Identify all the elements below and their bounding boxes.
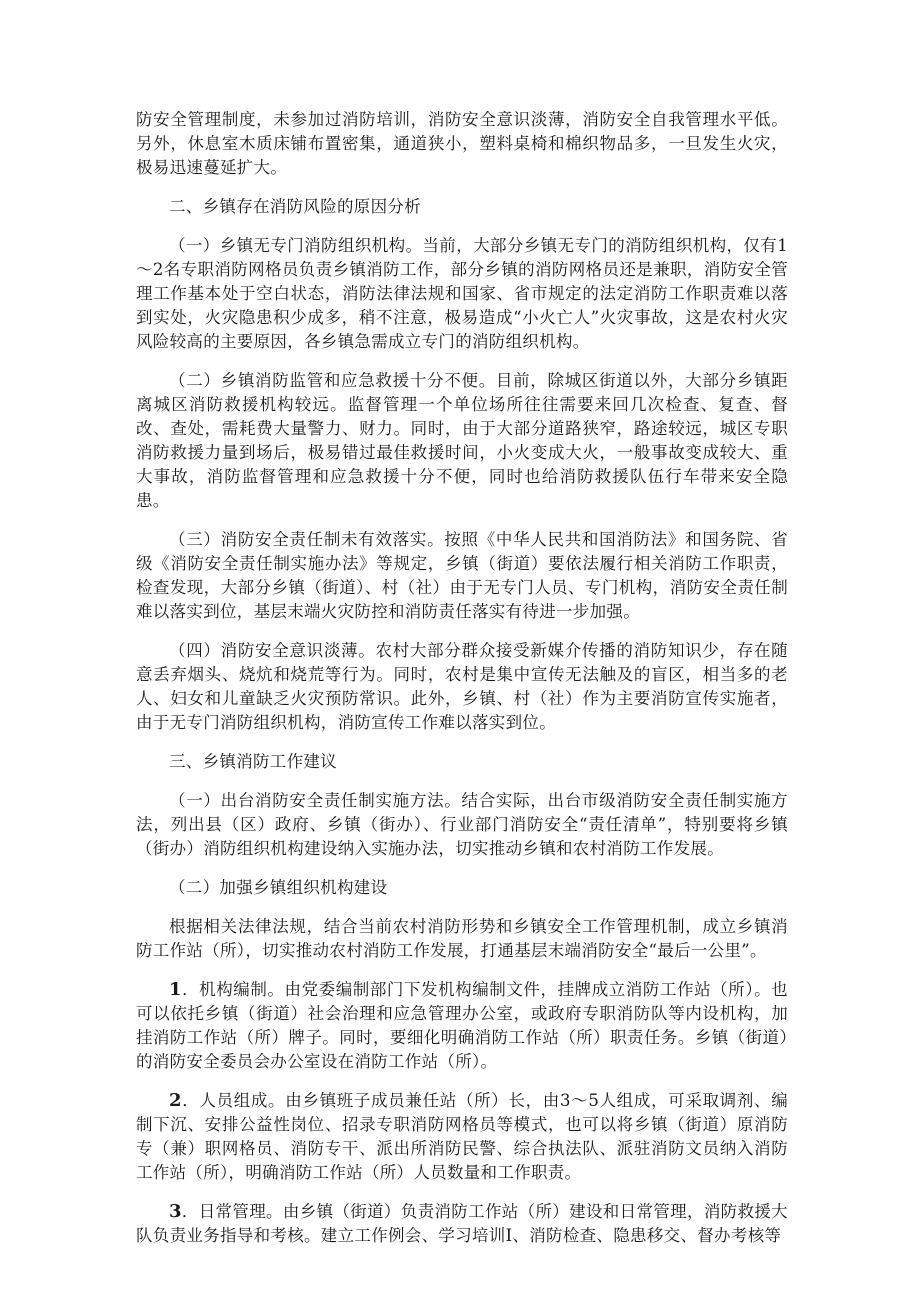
subsection-heading-3-2: （二）加强乡镇组织机构建设 bbox=[169, 878, 388, 897]
list-item-text: ．人员组成。由乡镇班子成员兼任站（所）长，由3～5人组成，可采取调剂、编制下沉、安排公益性岗位、招录专职消防网格员等模式，也可以将乡镇（街道）原消防专（兼）职网格员、消防专干、派出所消防民警、综合执法队、派驻消防文员纳入消防工作站（所），明确消防工作站（所）人员数量和工作职责。 bbox=[136, 1091, 788, 1182]
paragraph-2-3: （三）消防安全责任制未有效落实。按照《中华人民共和国消防法》和国务院、省级《消防安全责任制实施办法》等规定，乡镇（街道）要依法履行相关消防工作职责，检查发现，大部分乡镇（街道）、村（社）由于无专门人员、专门机构，消防安全责任制难以落实到位，基层末端火灾防控和消防责任落实有待进一步加强。 bbox=[136, 530, 788, 621]
list-item-number: 3 bbox=[169, 1201, 182, 1222]
list-item-2 bbox=[136, 1089, 788, 1185]
list-item-text: ．日常管理。由乡镇（街道）负责消防工作站（所）建设和日常管理，消防救援大队负责业务指导和考核。建立工作例会、学习培训I、消防检查、隐患移交、督办考核等 bbox=[136, 1202, 788, 1245]
paragraph-3-2: 根据相关法律法规，结合当前农村消防形势和乡镇安全工作管理机制，成立乡镇消防工作站（所），切实推动农村消防工作发展，打通基层末端消防安全“最后一公里”。 bbox=[136, 917, 788, 960]
document-page bbox=[136, 108, 788, 1263]
list-item-3 bbox=[136, 1200, 788, 1248]
section-heading-3: 三、乡镇消防工作建议 bbox=[169, 752, 337, 771]
paragraph-3-1: （一）出台消防安全责任制实施方法。结合实际，出台市级消防安全责任制实施方法，列出县（区）政府、乡镇（街办）、行业部门消防安全“责任清单”，特别要将乡镇（街办）消防组织机构建设纳入实施办法，切实推动乡镇和农村消防工作发展。 bbox=[136, 791, 788, 858]
list-item-text: ．机构编制。由党委编制部门下发机构编制文件，挂牌成立消防工作站（所）。也可以依托乡镇（街道）社会治理和应急管理办公室，或政府专职消防队等内设机构，加挂消防工作站（所）牌子。同时，要细化明确消防工作站（所）职责任务。乡镇（街道）的消防安全委员会办公室设在消防工作站（所）。 bbox=[136, 980, 788, 1071]
list-item-1 bbox=[136, 978, 788, 1074]
paragraph-2-1: （一）乡镇无专门消防组织机构。当前，大部分乡镇无专门的消防组织机构，仅有1～2名专职消防网格员负责乡镇消防工作，部分乡镇的消防网格员还是兼职，消防安全管理工作基本处于空白状态，消防法律法规和国家、省市规定的法定消防工作职责难以落到实处，火灾隐患积少成多，稍不注意，极易造成“小火亡人”火灾事故，这是农村火灾风险较高的主要原因，各乡镇急需成立专门的消防组织机构。 bbox=[136, 236, 788, 351]
paragraph-intro: 防安全管理制度，未参加过消防培训，消防安全意识淡薄，消防安全自我管理水平低。另外，休息室木质床铺布置密集，通道狭小，塑料桌椅和棉织物品多，一旦发生火灾，极易迅速蔓延扩大。 bbox=[136, 110, 788, 177]
paragraph-2-2: （二）乡镇消防监管和应急救援十分不便。目前，除城区街道以外，大部分乡镇距离城区消防救援机构较远。监督管理一个单位场所往往需要来回几次检查、复查、督改、查处，需耗费大量警力、财力。同时，由于大部分道路狭窄，路途较远，城区专职消防救援力量到场后，极易错过最佳救援时间，小火变成大火，一般事故变成较大、重大事故，消防监督管理和应急救援十分不便，同时也给消防救援队伍行车带来安全隐患。 bbox=[136, 371, 788, 510]
list-item-number: 1 bbox=[169, 979, 182, 1000]
list-item-number: 2 bbox=[169, 1090, 182, 1111]
paragraph-2-4: （四）消防安全意识淡薄。农村大部分群众接受新媒介传播的消防知识少，存在随意丢弃烟头、烧炕和烧荒等行为。同时，农村是集中宣传无法触及的盲区，相当多的老人、妇女和儿童缺乏火灾预防常识。此外，乡镇、村（社）作为主要消防宣传实施者，由于无专门消防组织机构，消防宣传工作难以落实到位。 bbox=[136, 641, 788, 732]
section-heading-2: 二、乡镇存在消防风险的原因分析 bbox=[169, 197, 421, 216]
